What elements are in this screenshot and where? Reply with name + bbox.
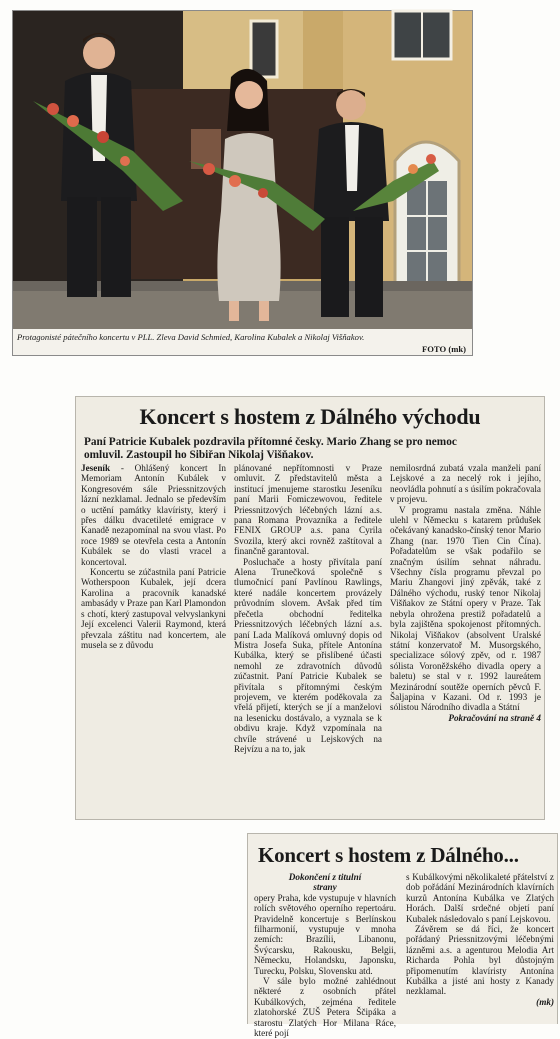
article-paragraph: plánované nepřítomnosti v Praze omluvit. Z představitelů města a institucí jmenujeme starostku Jeseníku paní Marii Fomiczewovou, ředitele Priessnitzových léčebných lázní a.s. pana Romana Provazníka a ředitele FENIX GROUP a.s. pana Cyrila Svozila, který akci rovněž zaštítoval a finančně garantoval. xyxy=(234,463,382,557)
continuation-column-2 xyxy=(406,872,554,1007)
concert-photo xyxy=(13,11,472,329)
continued-note: Pokračování na straně 4 xyxy=(448,712,541,723)
continuation-subtitle-2: strany xyxy=(313,882,337,893)
article-column-2 xyxy=(234,463,382,754)
article-columns xyxy=(81,463,543,819)
article-paragraph: V programu nastala změna. Náhle ulehl v Německu s katarem průdušek očekávaný kanadsko-čínský tenor Mario Zhang (nar. 1970 Tien Cin Čína). Pořadatelům se však podařilo se značným úsilím sehnat náhradu. Všechny čísla programu převzal po Mariu Zhangovi jiný zpěvák, také z Dálného východu, ruský tenor Nikolaj Višňakov ze Státní opery v Praze. Tak nebyla ohrožena prestiž pořadatelů a byla zajištěna spokojenost přítomných. Nikolaj Višňakov (absolvent Uralské státní konzervatoř M. Musorgského, specializace sólový zpěv, od r. 1987 sólista Voroněžského divadla opery a baletu) se stal v r. 1992 laureátem Mezinárodní soutěže operních pěvců F. Šaljapina v Kazani. Od r. 1993 je sólistou Národního divadla a Státní xyxy=(390,504,541,713)
continuation-column-1 xyxy=(254,872,396,1039)
article-lead-line-2: omluvil. Zastoupil ho Sibiřan Nikolaj Višňakov. xyxy=(84,449,314,461)
photo-caption: Protagonisté pátečního koncertu v PLL. Zleva David Schmied, Karolina Kubalek a Nikolaj Višňakov. xyxy=(17,332,365,342)
article-paragraph: s Kubálkovými několikaleté přátelství z dob pořádání Mezinárodních klavírních kurzů Antonína Kubálka ve Zlatých Horách. Další srdečné objetí paní Kubalek následovalo s paní Lejskovou. xyxy=(406,872,554,924)
author-signature: (mk) xyxy=(536,996,554,1007)
photo-clipping xyxy=(12,10,473,356)
article-paragraph: Jeseník - Ohlášený koncert In Memoriam Antonín Kubálek v Kongresovém sále Priessnitzových lázní nezklamal. Jednalo se především o uctění památky klavíristy, který i přes dálku dvacetileté emigrace v Kanadě nezapomínal na svou vlast. Po roce 1989 se otevřela cesta a Antonín Kubálek se do vlasti vracel a koncertoval. xyxy=(81,463,226,567)
article-column-3 xyxy=(390,463,541,723)
article-paragraph: V sále bylo možné zahlédnout některé z osobních přátel Kubálkových, zejména ředitele zlatohorské ZUŠ Petera Ščipáka a starostu Zlatých Hor Milana Ráce, které pojí xyxy=(254,976,396,1039)
article-column-1 xyxy=(81,463,226,650)
article-paragraph: nemilosrdná zubatá vzala manželi paní Lejskové a za necelý rok i jejího, neovládla pohnutí a s úsilím pokračovala v projevu. xyxy=(390,463,541,505)
photo-credit: FOTO (mk) xyxy=(421,344,466,354)
continuation-clipping xyxy=(247,833,558,1039)
article-clipping xyxy=(75,396,545,820)
article-paragraph: Posluchače a hosty přivítala paní Alena Trunečková společně s tlumočnicí paní Pavlínou Rawlings, které nadále koncertem provázely průvodním slovem. Avšak před tím přečetla obchodní ředitelka Priessnitzových léčebných lázní a.s. paní Lada Malíková omluvný dopis od Mistra Josefa Suka, přítele Antonína Kubálka, který se přislíbené účasti nemohl ze zdravotních důvodů zúčastnit. Paní Patricie Kubalek se přivítala s přítomnými českým projevem, ve kterém poděkovala za vřelá přijetí, kterých se jí a manželovi na lesenicku dostávalo, a vyznala se k obdivu kraje. Když vzpomínala na chvíle strávené u Lejskových na Rejvízu a na to, jak xyxy=(234,556,382,754)
article-paragraph: opery Praha, kde vystupuje v hlavních rolích světového operního repertoáru. Pravidelně koncertuje s Berlínskou filharmonií, vystupuje v mnoha zemích: Brazílii, Libanonu, Švýcarsku, Rakousku, Belgii, Německu, Holandsku, Japonsku, Turecku, Polsku, Slovensku atd. xyxy=(254,892,396,976)
continuation-subtitle-1: Dokončení z titulní xyxy=(288,872,362,882)
article-lead-line-1: Paní Patricie Kubalek pozdravila přítomné česky. Mario Zhang se pro nemoc xyxy=(84,436,457,448)
article-paragraph: Závěrem se dá říci, že koncert pořádaný Priessnitzovými léčebnými lázněmi a.s. a agenturou Melodia Art Richarda Pohla byl důstojným připomenutím klavíristy Antonína Kubálka a jisté ani hosty z Kanady nezklamal. xyxy=(406,924,554,997)
article-paragraph: Koncertu se zúčastnila paní Patricie Wotherspoon Kubalek, její dcera Karolina a pracovník kanadské ambasády v Praze pan Karl Plamondon s chotí, který zastupoval velvyslankyni Její excelenci Valerii Raymond, která převzala záštitu nad koncertem, ale musela se z důvodu xyxy=(81,567,226,650)
dateline: Jeseník xyxy=(81,463,111,473)
concert-photo-illustration xyxy=(13,11,472,329)
continuation-title: Koncert s hostem z Dálného... xyxy=(258,843,519,867)
article-title: Koncert s hostem z Dálného východu xyxy=(139,404,481,429)
article-lead xyxy=(84,436,536,462)
